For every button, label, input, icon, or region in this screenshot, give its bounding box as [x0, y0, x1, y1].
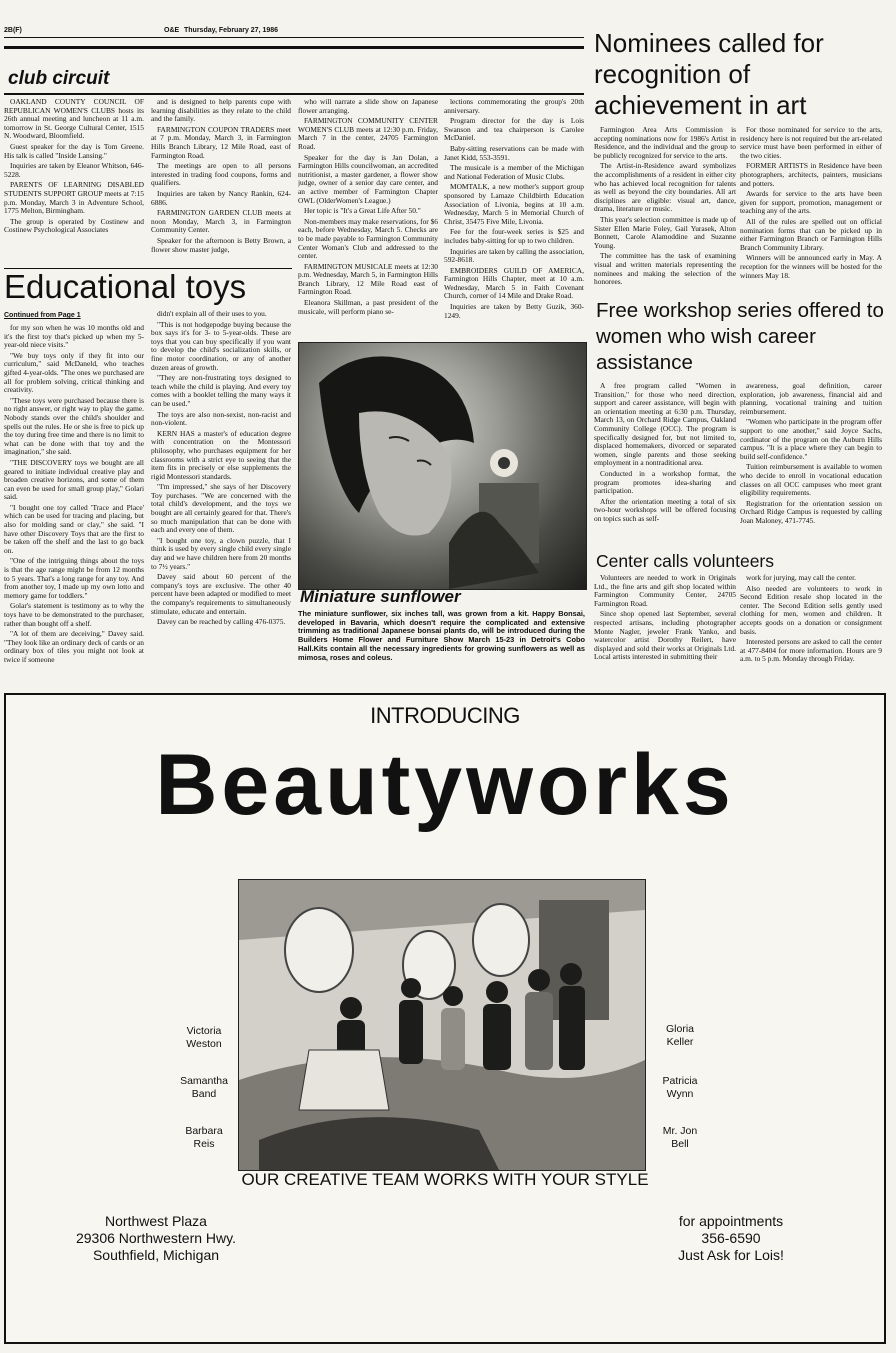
stylist-first-name: Barbara: [185, 1125, 223, 1137]
appointments-line: Just Ask for Lois!: [678, 1247, 784, 1263]
toys-col-2: [151, 310, 291, 700]
paper-name: O&E: [164, 27, 180, 34]
workshop-col-2: [740, 382, 882, 550]
club-para: Program director for the day is Lois Swanson and tea chairperson is Carolee McDaniel.: [444, 116, 584, 143]
nominees-para: All of the rules are spelled out on official nomination forms that can be picked up in either Farmington Branch or Farmington Hills Branch Community Library.: [740, 216, 882, 252]
nominees-col-2: [740, 126, 882, 302]
workshop-para: awareness, goal definition, career exploration, job awareness, financial aid and planning, vocational training and tuition reimbursement.: [740, 382, 882, 416]
toys-para: KERN HAS a master's of education degree with concentration on the Montessori philosophy, who purchases equipment for her classrooms with a strict eye to seeing that the item fits in precisely or else supplements the rigid Montessori standards.: [151, 428, 291, 481]
club-para: The group is operated by Costinew and Costinew Psychological Associates: [4, 216, 144, 235]
beautyworks-ad: [4, 693, 886, 1344]
club-para: FARMINGTON MUSICALE meets at 12:30 p.m. Wednesday, March 5, in Farmington Hills Branch Library, 12 Mile Road east of Farmington Road.: [298, 261, 438, 297]
toys-para: Davey can be reached by calling 476-0375.: [157, 617, 286, 627]
club-para: Inquiries are taken by Eleanor Whitson, 646-5228.: [4, 161, 144, 179]
club-para: The musicale is a member of the Michigan and National Federation of Music Clubs.: [444, 163, 584, 181]
stylist-last-name: Weston: [186, 1038, 222, 1050]
club-para: Inquiries are taken by Betty Guzik, 360-1249.: [444, 302, 584, 320]
stylist-last-name: Band: [191, 1088, 217, 1100]
stylist-last-name: Keller: [666, 1036, 694, 1048]
toys-para: "THE DISCOVERY toys we bought are all geared to initiate individual creative play and broaden creative horizons, and some of them can even be used for small group play," Golari said.: [4, 457, 144, 502]
toys-para: Golar's statement is testimony as to why the toys have to be demonstrated to the purchaser, rather than bought off a shelf.: [4, 601, 144, 628]
club-col-2: [151, 98, 291, 268]
nominees-para: Awards for service to the arts have been given for support, promotion, management or teaching any of the arts.: [740, 189, 882, 216]
club-col-3: [298, 98, 438, 334]
nominees-para: The Artist-in-Residence award symbolizes the accomplishments of a resident in either city who has achieved local recognition for talents as well as beyond the city boundaries. All art disciplines are eligible: visual art, dance, drama, literature or music.: [594, 161, 736, 214]
nominees-para: For those nominated for service to the arts, residency here is not required but the art-related service must have been performed in either of the two cities.: [740, 126, 882, 160]
toys-headline: Educational toys: [4, 268, 247, 305]
ad-brand-logo: Beautyworks: [155, 737, 735, 833]
stylist-first-name: Mr. Jon: [662, 1125, 698, 1137]
toys-para: didn't explain all of their uses to you.: [157, 310, 267, 318]
volunteers-col-1: [594, 574, 736, 686]
club-col-1: [4, 98, 144, 268]
workshop-col-1: [594, 382, 736, 550]
nominees-para: Farmington Area Arts Commission is accepting nominations now for 1986's Artist in Residence, and the individual and the group to be publicly recognized for service to the arts.: [594, 126, 736, 160]
nominees-col-1: [594, 126, 736, 302]
workshop-para: Conducted in a workshop format, the program promotes idea-sharing and participation.: [594, 468, 736, 496]
toys-para: The toys are also non-sexist, non-racist and non-violent.: [151, 409, 291, 428]
club-para: and is designed to help parents cope with learning disabilities as they relate to the child and the family.: [151, 98, 291, 124]
stylist-first-name: Gloria: [665, 1023, 694, 1035]
club-para: Baby-sitting reservations can be made with Janet Kidd, 553-3591.: [444, 143, 584, 162]
stylist-jon-bell: [650, 1125, 710, 1151]
address-line: Northwest Plaza: [105, 1213, 207, 1229]
club-para: Speaker for the day is Jan Dolan, a Farmington Hills councilwoman, an accredited nutritionist, a master gardener, a flower show judge, owner of a senior day care center, and an active member of Farmington Chapter OWL (OlderWomen's League.): [298, 152, 438, 205]
volunteers-headline: Center calls volunteers: [596, 551, 774, 571]
club-para: Her topic is "It's a Great Life After 50.": [304, 206, 421, 216]
stylist-last-name: Reis: [193, 1138, 215, 1150]
salon-team-photo: [238, 879, 646, 1171]
toys-para: "A lot of them are deceiving," Davey said. "They look like an ordinary deck of cards or an ordinary box of tiles you might not look at twice if someone: [4, 629, 144, 664]
club-para: EMBROIDERS GUILD OF AMERICA, Farmington Hills Chapter, meet at 10 a.m. Wednesday, March 5 in Faith Covenant Church, corner of 14 Mile and Drake Road.: [444, 265, 584, 301]
toys-jump-line: Continued from Page 1: [4, 312, 81, 319]
toys-col-1: [4, 324, 144, 700]
club-rule-top: [4, 46, 584, 49]
volunteers-para: Also needed are volunteers to work in Second Edition resale shop located in the center. The Second Edition sells gently used clothing for men, women and children. It accepts goods on a donation or consignment basis.: [740, 583, 882, 636]
workshop-para: Registration for the orientation session on Orchard Ridge Campus is requested by calling Joan Maloney, 471-7745.: [740, 498, 882, 525]
club-para: Inquiries are taken by calling the association, 592-8618.: [444, 246, 584, 265]
appointments-phone: 356-6590: [701, 1230, 761, 1246]
stylist-last-name: Bell: [671, 1138, 689, 1150]
nominees-para: Winners will be announced early in May. A reception for the winners will be hosted for the winners May 18.: [740, 253, 882, 280]
club-para: FARMINGTON GARDEN CLUB meets at noon Monday, March 3, in Farmington Community Center.: [151, 208, 291, 235]
sunflower-caption: The miniature sunflower, six inches tall, was grown from a kit. Happy Bonsai, developed in Bavaria, which doesn't require the complicated and extensive trimming as traditional Japanese bonsai plants do, will be introduced during the Builders Home Flower and Furniture Show March 15-23 in Detroit's Cobo Hall.Kits contain all the necessary ingredients for growing sunflowers as well as mimosa, roses and coleus.: [298, 609, 585, 662]
workshop-para: Tuition reimbursement is available to women who decide to enroll in vocational education classes on all OCC campuses who meet grant eligibility requirements.: [740, 462, 882, 498]
stylist-last-name: Wynn: [666, 1088, 694, 1100]
club-para: who will narrate a slide show on Japanese flower arranging.: [298, 98, 438, 115]
club-para: FARMINGTON COMMUNITY CENTER WOMEN'S CLUB meets at 12:30 p.m. Friday, March 7 in the center, 24705 Farmington Road.: [298, 116, 438, 151]
stylist-first-name: Victoria: [186, 1025, 222, 1037]
club-para: Eleanora Skillman, a past president of the musicale, will perform piano se-: [298, 298, 438, 316]
appointments-line: for appointments: [678, 1213, 784, 1229]
ad-introducing: INTRODUCING: [370, 703, 520, 728]
volunteers-col-2: [740, 574, 882, 686]
toys-para: "These toys were purchased because there is no right answer, or right way to play the game. Nobody stands over the child's shoulder and spells out the rules. He or she is free to pick up the toy during free time and there is no limit to what can be done with that toy and the imagination," she said.: [4, 395, 144, 457]
workshop-para: A free program called "Women in Transition," for those who need direction, support and career assistance, will begin with an orientation meeting at 6:30 p.m. Thursday, March 13, on Orchard Ridge Campus, Oakland Community College (OCC). The program is specifically designed for, but not limited to, displaced homemakers, divorced or separated women, single parents and those seeking employment in a nontraditional area.: [594, 382, 736, 468]
page-number: 2B(F): [4, 27, 22, 34]
stylist-first-name: Samantha: [180, 1075, 228, 1087]
stylist-victoria-weston: [176, 1025, 232, 1051]
volunteers-para: Since shop opened last September, several respected artisans, including photographer Monte Nagler, jeweler Frank Yanko, and watercolor artist Dorothy Reilert, have displayed and sold their works at Originals Ltd. Local artists interested in submitting their: [594, 609, 736, 662]
ad-address: [66, 1213, 246, 1264]
workshop-headline: Free workshop series offered to women who wish career assistance: [596, 299, 884, 374]
toys-para: for my son when he was 10 months old and it's the first toy that's picked up when my 5-year-old niece visits.": [4, 324, 144, 350]
club-para: MOMTALK, a new mother's support group sponsored by Lamaze Childbirth Education Association of Livonia, begins at 10 a.m. Wednesday, March 5 in Memorial Church of Christ, 35475 Five Mile, Livonia.: [444, 182, 584, 226]
club-para: Speaker for the afternoon is Betty Brown, a flower show master judge,: [151, 235, 291, 254]
club-col-4: [444, 98, 584, 334]
sunflower-photo-art: [299, 343, 586, 589]
toys-para: "I bought one toy called 'Trace and Place' which can be used for tracing and placing, but also for molding sand or clay," she said. "I have other Discovery Toys that are the first to be taken off the shelf and the last to go back on.: [4, 502, 144, 555]
volunteers-para: work for jurying, may call the center.: [746, 574, 857, 582]
club-circuit-heading: club circuit: [8, 68, 110, 89]
toys-para: "One of the intriguing things about the toys is that the age range might be from 12 months to 5 years. That's a long range for any toy. And from another toy, I made up my own lotto and memory game for toddlers.": [4, 556, 144, 600]
club-para: FARMINGTON COUPON TRADERS meet at 7 p.m. Monday, March 3, in Farmington Hills Branch Library, 12 Mile Road, east of Farmington Road.: [151, 124, 291, 160]
sunflower-title: Miniature sunflower: [300, 587, 461, 606]
issue-date: Thursday, February 27, 1986: [184, 27, 279, 34]
volunteers-para: Interested persons are asked to call the center at 477-8404 for more information. Hours are 9 a.m. to 5 p.m. Monday through Friday.: [740, 637, 882, 664]
sunflower-photo: [298, 342, 587, 590]
nominees-para: This year's selection committee is made up of Sister Ellen Marie Foley, Gail Yurasek, Alton Bonnett, Carole Alamoddine and Suzanne Young.: [594, 214, 736, 250]
nominees-para: FORMER ARTISTS in Residence have been photographers, architects, painters, musicians and potters.: [740, 161, 882, 188]
ad-tagline: OUR CREATIVE TEAM WORKS WITH YOUR STYLE: [241, 1170, 649, 1189]
club-para: Inquiries are taken by Nancy Rankin, 624-6886.: [151, 188, 291, 207]
toys-para: "I bought one toy, a clown puzzle, that I think is used by every single child every single day and we have children here from 20 months to 7½ years.": [151, 535, 291, 571]
club-heading-rule: [4, 93, 584, 95]
address-line: 29306 Northwestern Hwy.: [75, 1230, 237, 1246]
salon-photo-art: [239, 880, 645, 1170]
stylist-patricia-wynn: [650, 1075, 710, 1101]
stylist-first-name: Patricia: [662, 1075, 698, 1087]
workshop-para: "Women who participate in the program offer support to one another," said Joyce Sachs, cordinator of the program on the Auburn Hills campus. "It is a place where they can begin to build self-confidence.": [740, 417, 882, 461]
workshop-para: After the orientation meeting a total of six two-hour workshops will be offered focusing on topics such as self-: [594, 496, 736, 523]
volunteers-para: Volunteers are needed to work in Originals Ltd., the fine arts and gift shop located within Farmington Community Center, 24705 Farmington Road.: [594, 574, 736, 608]
nominees-para: The committee has the task of examining visual and written materials representing the nominees and making the selection of the honorees.: [594, 251, 736, 287]
club-para: OAKLAND COUNTY COUNCIL OF REPUBLICAN WOMEN'S CLUBS hosts its 26th annual meeting and luncheon at 11 a.m. tomorrow in St. George Cultural Center, 1515 N. Woodward, Bloomfield.: [4, 98, 144, 141]
toys-para: "They are non-frustrating toys designed to teach while the child is playing. And every toy comes with a booklet telling the many ways it can be used.": [151, 373, 291, 408]
toys-para: Davey said about 60 percent of the company's toys are exclusive. The other 40 percent have been adapted or modified to meet the company's requirements to simultaneously stimulate, educate and entertain.: [151, 572, 291, 616]
club-para: PARENTS OF LEARNING DISABLED STUDENTS SUPPORT GROUP meets at 7:15 p.m. Monday, March 3 in Adventure School, 1775 Melton, Birmingham.: [4, 180, 144, 216]
toys-para: "We buy toys only if they fit into our curriculum," said McDaneld, who teaches gifted 4-year-olds. "The ones we purchased are all for problem solving, critical thinking and creativity.: [4, 350, 144, 395]
club-para: Guest speaker for the day is Tom Greene. His talk is called "Inside Lansing.": [4, 141, 144, 160]
ad-appointments: [646, 1213, 816, 1264]
stylist-barbara-reis: [176, 1125, 232, 1151]
toys-para: "I'm impressed," she says of her Discovery Toy purchases. "We are concerned with the total child's development, and the toys we bought are all certainly geared for that. There's so much manipulation that can be done with each and every one of them.: [151, 482, 291, 535]
masthead-rule: [4, 37, 584, 38]
club-para: Non-members may make reservations, for $6 each, before Wednesday, March 5. Checks are to be made payable to Farmington Community Center Woman's Club and addressed to the center.: [298, 216, 438, 261]
stylist-samantha-band: [176, 1075, 232, 1101]
address-line: Southfield, Michigan: [92, 1247, 220, 1263]
club-para: Fee for the four-week series is $25 and includes baby-sitting for up to two children.: [444, 227, 584, 245]
club-para: lections commemorating the group's 20th anniversary.: [444, 98, 584, 115]
toys-para: "This is not hodgepodge buying because the box says it's for 3- to 5-year-olds. These are toys that you can buy specifically if you want to develop the child's socialization skills, or fine motor coordination, or any of another dozen areas of growth.: [151, 319, 291, 372]
club-para: The meetings are open to all persons interested in trading food coupons, forms and qualifiers.: [151, 161, 291, 188]
stylist-gloria-keller: [650, 1023, 710, 1049]
nominees-headline: Nominees called for recognition of achievement in art: [594, 28, 824, 120]
